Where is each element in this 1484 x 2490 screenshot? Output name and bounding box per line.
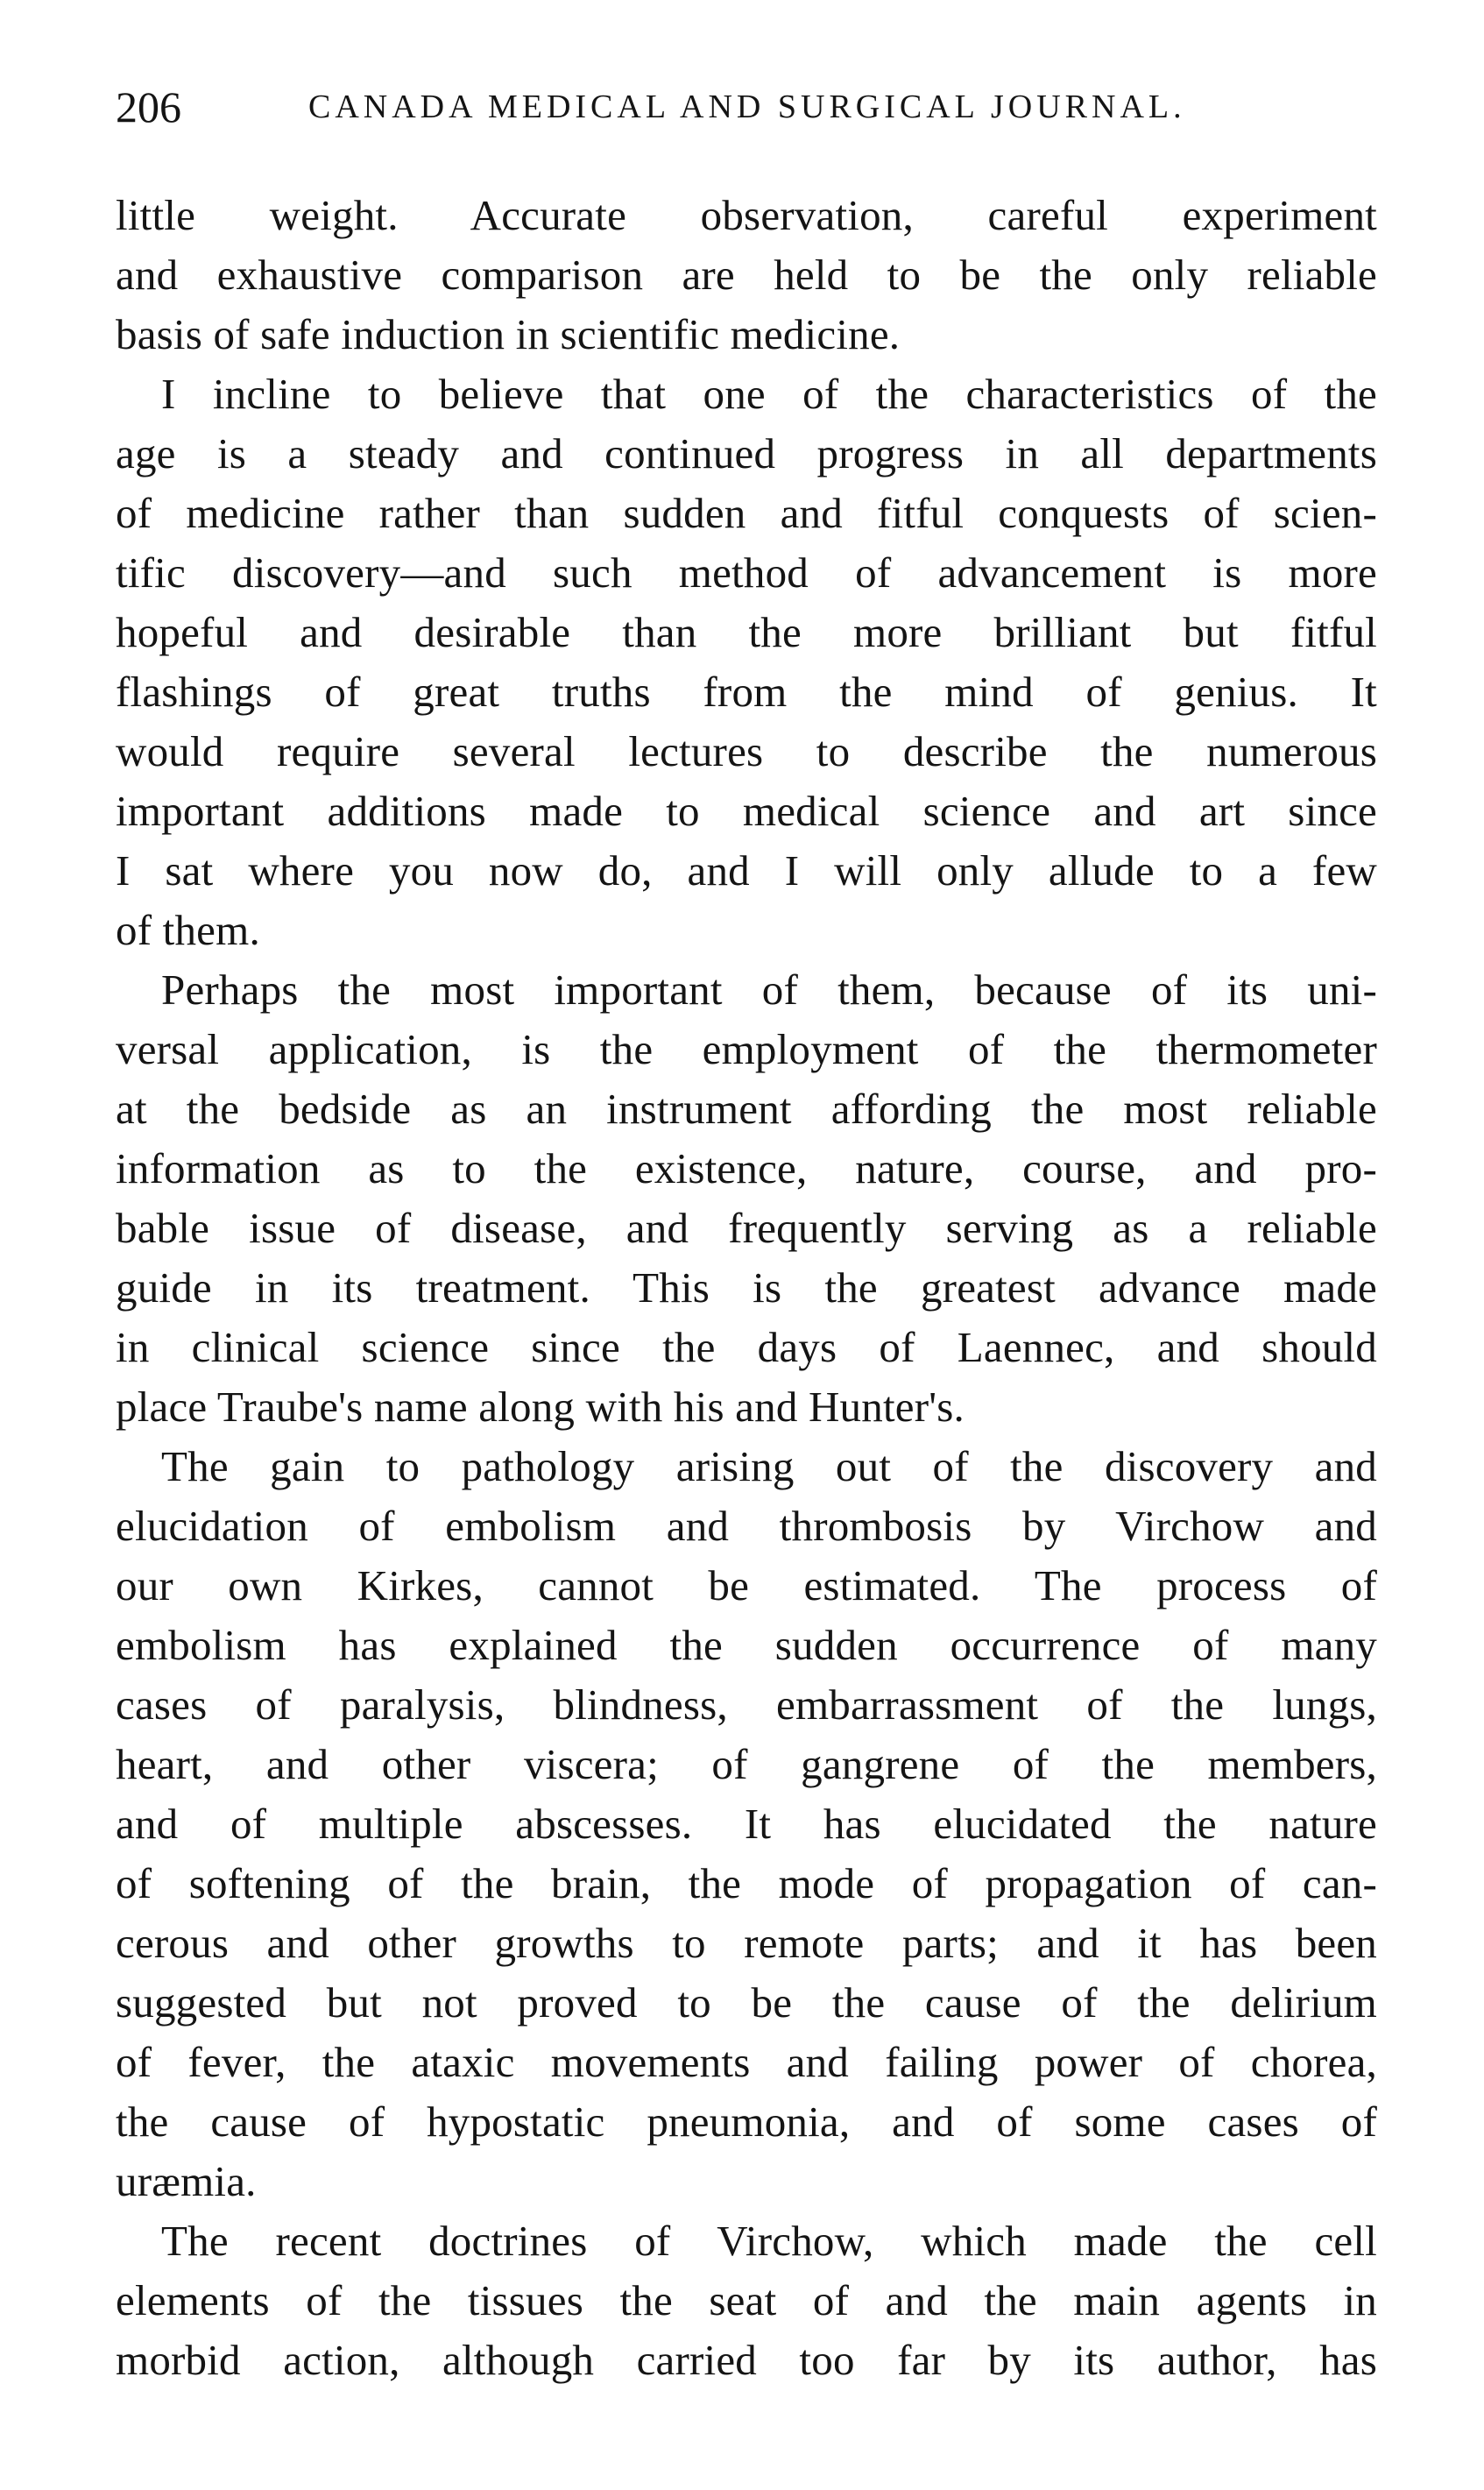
paragraph-1 xyxy=(116,186,1377,364)
text-line: guide in its treatment. This is the greatest advance made xyxy=(116,1263,1377,1312)
text-line: the cause of hypostatic pneumonia, and of some cases of xyxy=(116,2097,1377,2146)
text-line: of them. xyxy=(116,906,260,954)
text-line: place Traube's name along with his and Hunter's. xyxy=(116,1383,965,1431)
paragraph-4 xyxy=(116,1437,1377,2211)
text-line: flashings of great truths from the mind of genius. It xyxy=(116,668,1377,716)
page-number: 206 xyxy=(116,82,181,131)
text-line: I incline to believe that one of the characteristics of the xyxy=(161,370,1377,418)
text-line: information as to the existence, nature, course, and pro- xyxy=(116,1144,1377,1192)
text-line: Perhaps the most important of them, because of its uni- xyxy=(161,966,1377,1014)
text-line: The recent doctrines of Virchow, which made the cell xyxy=(161,2217,1377,2265)
text-line: embolism has explained the sudden occurrence of many xyxy=(116,1621,1377,1669)
text-line: of medicine rather than sudden and fitful conquests of scien- xyxy=(116,489,1377,537)
journal-title: CANADA MEDICAL AND SURGICAL JOURNAL. xyxy=(308,88,1186,125)
text-line: I sat where you now do, and I will only allude to a few xyxy=(116,846,1377,895)
paragraph-3 xyxy=(116,960,1377,1437)
text-line: hopeful and desirable than the more brilliant but fitful xyxy=(116,608,1377,656)
text-line: in clinical science since the days of Laennec, and should xyxy=(116,1323,1377,1371)
text-line: of fever, the ataxic movements and failing power of chorea, xyxy=(116,2038,1377,2086)
text-line: tific discovery—and such method of advancement is more xyxy=(116,548,1377,597)
body-text xyxy=(116,186,1377,2390)
text-line: would require several lectures to describe the numerous xyxy=(116,727,1377,775)
text-line: bable issue of disease, and frequently serving as a reliable xyxy=(116,1204,1377,1252)
text-line: of softening of the brain, the mode of propagation of can- xyxy=(116,1859,1377,1907)
text-line: uræmia. xyxy=(116,2157,257,2205)
text-line: and exhaustive comparison are held to be the only reliable xyxy=(116,251,1377,299)
text-line: our own Kirkes, cannot be estimated. The process of xyxy=(116,1561,1377,1609)
text-line: The gain to pathology arising out of the discovery and xyxy=(161,1442,1377,1490)
text-line: and of multiple abscesses. It has elucidated the nature xyxy=(116,1800,1377,1848)
text-line: elucidation of embolism and thrombosis by Virchow and xyxy=(116,1502,1377,1550)
text-line: cerous and other growths to remote parts; and it has been xyxy=(116,1919,1377,1967)
paragraph-2 xyxy=(116,364,1377,960)
text-line: suggested but not proved to be the cause of the delirium xyxy=(116,1978,1377,2027)
text-line: little weight. Accurate observation, careful experiment xyxy=(116,191,1377,239)
text-line: elements of the tissues the seat of and the main agents in xyxy=(116,2276,1377,2324)
text-line: morbid action, although carried too far by its author, has xyxy=(116,2336,1377,2384)
running-head xyxy=(116,81,1377,133)
text-line: age is a steady and continued progress in all departments xyxy=(116,429,1377,477)
text-line: versal application, is the employment of the thermometer xyxy=(116,1025,1377,1073)
text-line: heart, and other viscera; of gangrene of the members, xyxy=(116,1740,1377,1788)
text-line: at the bedside as an instrument affording the most reliable xyxy=(116,1085,1377,1133)
text-line: cases of paralysis, blindness, embarrassment of the lungs, xyxy=(116,1680,1377,1729)
text-line: basis of safe induction in scientific medicine. xyxy=(116,310,901,358)
paragraph-5 xyxy=(116,2211,1377,2390)
text-line: important additions made to medical science and art since xyxy=(116,787,1377,835)
